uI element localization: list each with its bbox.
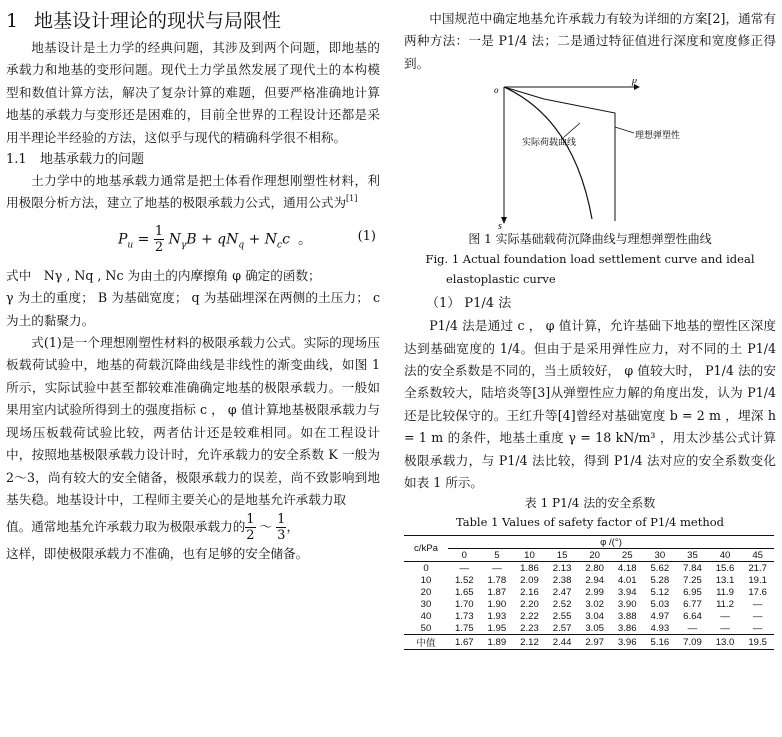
left-column (6, 0, 380, 566)
ideal-curve-label: 理想弹塑性 (635, 131, 681, 142)
safety-factor-cell: 1.73 (454, 610, 474, 622)
p14-method-paragraph: P1/4 法是通过 c ， φ 值计算，允许基础下地基的塑性区深度达到基础宽度的 1/4。但由于是采用弹性应力，对不同的土 P1/4 法的安全系数是不同的，当土质较好， φ 值较大时， P1/4 法的安全系数较大，陆培炎等[3]从弹塑性应力解的角度出发，认为 P1/4 还是比较保守的。王红升等[4]曾经对基础宽度 b = 2 m ，埋深 h = 1 m 的条件，地基土重度 γ = 18 kN/m³ ，用太沙基公式计算极限承载力，与 P1/4 法比较，得到 P1/4 法对应的安全系数变化如表 1 所示。 (404, 318, 776, 491)
load-settlement-chart (484, 79, 724, 229)
comma: ， (286, 519, 300, 535)
safety-factor-cell: 2.47 (552, 586, 572, 598)
safety-factor-cell: 3.05 (585, 622, 605, 634)
safety-factor-cell: 21.7 (748, 562, 768, 574)
phi-column-header: φ /(°) (448, 536, 774, 549)
actual-curve-label: 实际荷载曲线 (522, 138, 577, 149)
actual-curve-leader (564, 123, 580, 137)
phi-value-header: 40 (709, 549, 742, 562)
phi-value-header: 45 (741, 549, 774, 562)
conclusion-paragraph: 这样，即使极限承载力不准确，也有足够的安全储备。 (6, 546, 309, 562)
safety-factor-cell: 2.57 (552, 622, 572, 634)
symbol-definition-1: 式中 Nγ , Nq , Nc 为由土的内摩擦角 φ 确定的函数； (6, 267, 321, 283)
mean-value-cell: 1.89 (481, 635, 514, 650)
safety-factor-cell: 1.87 (487, 586, 507, 598)
cohesion-cell: 30 (420, 598, 432, 610)
safety-factor-cell: 17.6 (748, 586, 768, 598)
safety-factor-cell: 6.95 (683, 586, 702, 598)
phi-values-row (404, 549, 774, 562)
subsection-title: 地基承载力的问题 (40, 152, 145, 168)
phi-value-header: 10 (513, 549, 546, 562)
table-caption-cn: 表 1 P1/4 法的安全系数 (524, 496, 656, 511)
table-row (404, 574, 774, 586)
phi-value-header: 15 (546, 549, 579, 562)
symbol-definition-2: γ 为土的重度； B 为基础宽度； q 为基础埋深在两侧的土压力； c 为土的黏聚力。 (6, 290, 380, 328)
mean-row (404, 635, 774, 650)
mean-value-cell: 13.0 (709, 635, 742, 650)
safety-factor-cell: 2.99 (585, 586, 605, 598)
phi-value-header: 35 (676, 549, 709, 562)
mean-value-cell: 7.09 (676, 635, 709, 650)
cohesion-cell: 20 (420, 586, 432, 598)
table-row (404, 598, 774, 610)
safety-factor-cell: 1.70 (454, 598, 474, 610)
safety-factor-cell: — (720, 610, 730, 622)
safety-factor-cell: 2.38 (552, 574, 572, 586)
safety-factor-cell: 15.6 (715, 562, 735, 574)
section-number: 1 (6, 10, 19, 32)
safety-factor-cell: 6.64 (683, 610, 702, 622)
figure-caption-en-line2: elastoplastic curve (446, 272, 556, 287)
right-column (404, 8, 776, 650)
citation-ref-1: [1] (346, 194, 358, 204)
safety-factor-cell: 3.86 (617, 622, 637, 634)
safety-factor-cell: — (752, 598, 763, 610)
safety-factor-cell: 5.28 (650, 574, 670, 586)
ideal-elastoplastic-curve (504, 87, 615, 221)
section-title: 地基设计理论的现状与局限性 (34, 10, 282, 32)
safety-factor-cell: 2.13 (552, 562, 572, 574)
mean-value-cell: 5.16 (644, 635, 677, 650)
safety-factor-cell: 3.88 (617, 610, 637, 622)
safety-factor-cell: 3.02 (585, 598, 605, 610)
equation-body: $P_u$ = $\frac{1}{2}$ $N_\gamma B + qN_q + N_cc$ (118, 223, 290, 255)
safety-factor-cell: 11.2 (716, 598, 735, 610)
safety-factor-cell: 2.52 (552, 598, 572, 610)
safety-factor-cell: 1.75 (454, 622, 474, 634)
safety-factor-cell: 19.1 (748, 574, 768, 586)
origin-label: o (494, 85, 499, 96)
safety-factor-cell: — (752, 622, 763, 634)
safety-factor-cell: 1.93 (487, 610, 507, 622)
mean-value-cell: 2.44 (546, 635, 579, 650)
equation-number: (1) (357, 228, 376, 244)
discussion-paragraph: 式(1)是一个理想刚塑性材料的极限承载力公式。实际的现场压板载荷试验中，地基的荷载沉降曲线是非线性的渐变曲线，如图 1 所示，实际试验中甚至都较难准确确定地基的极限承载力。一般如果用室内试验所得到土的强度指标 c ， φ 值计算地基极限承载力与现场压板载荷试验比较，两者估计还是较难相同。如在工程设计中，按照地基极限承载力设计时，允许承载力的安全系数 K 一般为 2～3，尚有较大的安全储备，极限承载力的误差，尚不致影响到地基失稳。地基设计中，工程师主要关心的是地基允许承载力取 (6, 335, 380, 507)
ideal-curve-leader (615, 127, 634, 133)
subsection-heading (6, 149, 380, 170)
safety-factor-cell: — (752, 610, 763, 622)
mean-value-cell: 19.5 (741, 635, 774, 650)
safety-factor-cell: 2.09 (520, 574, 539, 586)
safety-factor-cell: 1.90 (487, 598, 507, 610)
safety-factor-cell: 4.01 (617, 574, 637, 586)
bearing-capacity-paragraph (6, 170, 380, 215)
safety-factor-cell: 2.55 (552, 610, 572, 622)
cohesion-cell: 10 (420, 574, 432, 586)
safety-factor-cell: — (492, 562, 502, 574)
mean-label-cell: 中值 (404, 635, 448, 650)
safety-factor-cell: 7.84 (683, 562, 702, 574)
safety-factor-cell: 4.93 (650, 622, 670, 634)
subsection-number: 1.1 (6, 152, 27, 168)
safety-factor-cell: 1.78 (487, 574, 507, 586)
section-heading (6, 8, 380, 34)
table-row (404, 622, 774, 635)
phi-value-header: 30 (644, 549, 677, 562)
safety-factor-cell: 2.94 (585, 574, 605, 586)
equation-1 (6, 215, 380, 265)
bearing-capacity-text: 土力学中的地基承载力通常是把土体看作理想刚塑性材料，利用极限分析方法，建立了地基的极限承载力公式，通用公式为 (6, 173, 380, 211)
phi-value-header: 25 (611, 549, 644, 562)
phi-value-header: 20 (578, 549, 611, 562)
safety-factor-cell: 2.20 (520, 598, 539, 610)
safety-factor-cell: 1.86 (520, 562, 539, 574)
method-heading: （1） P1/4 法 (426, 296, 512, 312)
safety-factor-cell: 13.1 (715, 574, 735, 586)
safety-factor-cell: — (459, 562, 470, 574)
safety-factor-cell: 11.9 (716, 586, 735, 598)
mean-value-cell: 1.67 (448, 635, 481, 650)
table-row (404, 610, 774, 622)
fraction-third: $\frac{1}{3}$ (277, 512, 286, 544)
cohesion-cell: 40 (420, 610, 432, 622)
table-caption-en: Table 1 Values of safety factor of P1/4 method (455, 515, 725, 530)
code-method-paragraph: 中国规范中确定地基允许承载力有较为详细的方案[2]，通常有两种方法：一是 P1/4 法；二是通过特征值进行深度和宽度修正得到。 (404, 11, 776, 71)
safety-factor-cell: 1.95 (487, 622, 507, 634)
mean-value-cell: 2.97 (578, 635, 611, 650)
safety-factor-cell: 3.94 (617, 586, 637, 598)
safety-factor-cell: 5.12 (650, 586, 670, 598)
fraction-half: $\frac{1}{2}$ (246, 512, 255, 544)
safety-factor-cell: 2.23 (520, 622, 539, 634)
safety-factor-cell: 3.04 (585, 610, 605, 622)
c-column-header: c/kPa (404, 536, 448, 562)
mean-value-cell: 3.96 (611, 635, 644, 650)
phi-value-header: 0 (448, 549, 481, 562)
safety-factor-body (404, 562, 774, 650)
mean-value-cell: 2.12 (513, 635, 546, 650)
figure-caption-en-line1: Fig. 1 Actual foundation load settlement curve and ideal (425, 252, 755, 267)
table-row (404, 586, 774, 598)
phi-value-header: 5 (481, 549, 514, 562)
figure-1 (404, 79, 776, 229)
safety-factor-cell: 7.25 (683, 574, 702, 586)
table-row (404, 562, 774, 575)
safety-factor-cell: 3.90 (617, 598, 637, 610)
safety-factor-table (404, 535, 774, 650)
cohesion-cell: 50 (420, 622, 432, 634)
safety-factor-cell: 2.80 (585, 562, 605, 574)
cohesion-cell: 0 (423, 562, 429, 574)
s-axis-label: s (498, 221, 502, 230)
figure-caption-cn: 图 1 实际基础载荷沉降曲线与理想弹塑性曲线 (468, 232, 712, 247)
allowable-capacity-text: 值。通常地基允许承载力取为极限承载力的 (6, 519, 246, 535)
safety-factor-cell: — (687, 622, 698, 634)
equation-period: 。 (298, 231, 312, 248)
safety-factor-cell: 1.52 (454, 574, 474, 586)
allowable-capacity-line: 值。通常地基允许承载力取为极限承载力的 $\frac{1}{2}$ ～ $\frac{1}{3}$ ， (6, 512, 300, 544)
intro-paragraph: 地基设计是土力学的经典问题，其涉及到两个问题，即地基的承载力和地基的变形问题。现代土力学虽然发展了现代土的本构模型和数值计算方法，解决了复杂计算的难题，但要严格准确地计算地基的承载力与变形还是困难的，目前全世界的工程设计还都是采用半理论半经验的方法，这似乎与现代的精确科学很不相称。 (6, 40, 380, 145)
safety-factor-cell: 1.65 (454, 586, 474, 598)
p-axis-label: p (632, 79, 637, 87)
safety-factor-cell: — (720, 622, 730, 634)
safety-factor-cell: 5.62 (650, 562, 670, 574)
safety-factor-cell: 6.77 (683, 598, 702, 610)
safety-factor-cell: 5.03 (650, 598, 670, 610)
actual-load-curve (504, 87, 592, 219)
safety-factor-cell: 4.97 (650, 610, 670, 622)
safety-factor-cell: 2.22 (520, 610, 539, 622)
safety-factor-cell: 2.16 (520, 586, 539, 598)
safety-factor-cell: 4.18 (617, 562, 637, 574)
